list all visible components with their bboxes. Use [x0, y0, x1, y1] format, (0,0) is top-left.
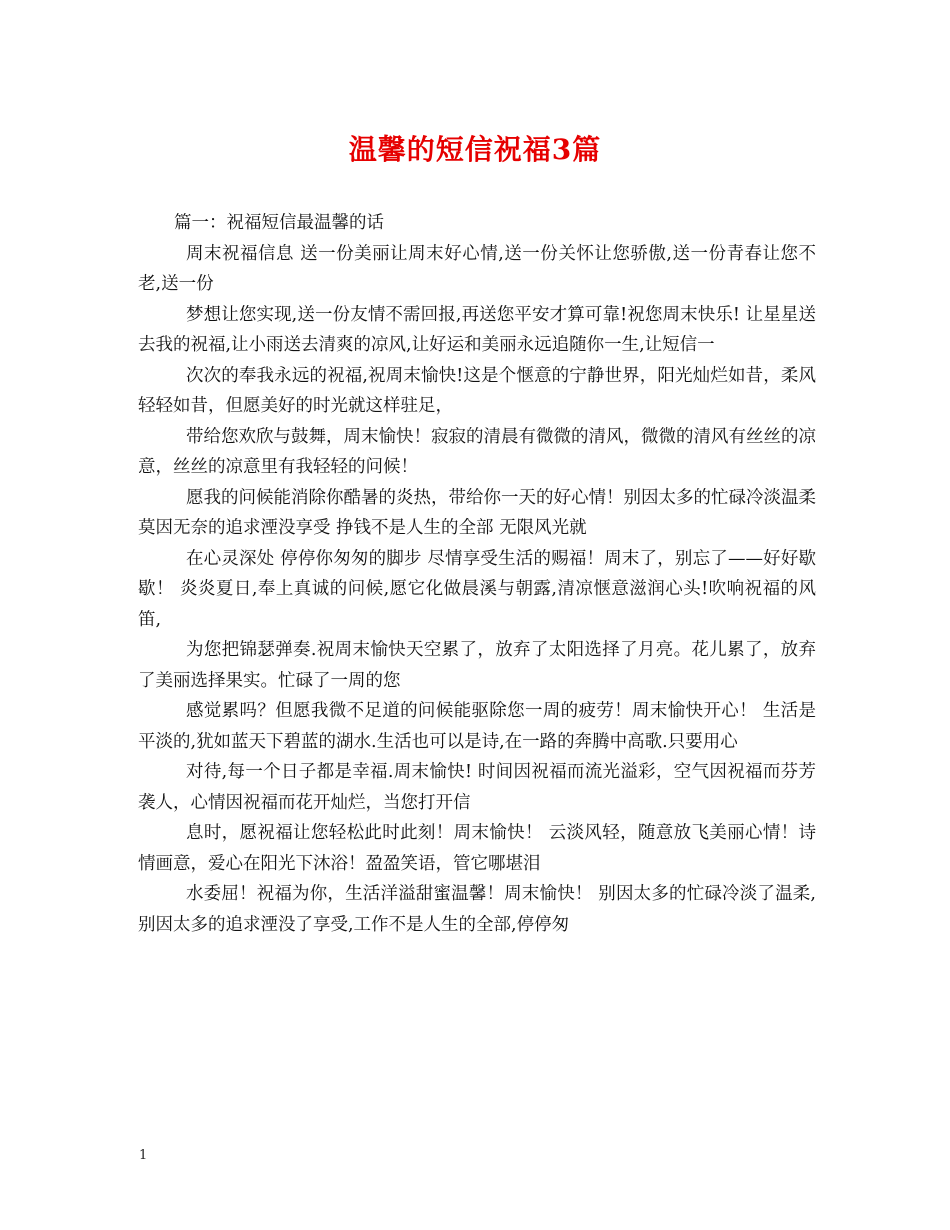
- paragraph: 带给您欢欣与鼓舞，周末愉快！寂寂的清晨有微微的清风，微微的清风有丝丝的凉意，丝丝的凉意里有我轻轻的问候！: [138, 426, 816, 477]
- page-number: 1: [139, 1148, 148, 1163]
- paragraph: 息时，愿祝福让您轻松此时此刻！周末愉快！ 云淡风轻，随意放飞美丽心情！诗情画意，爱心在阳光下沐浴！盈盈笑语，管它哪堪泪: [138, 823, 816, 874]
- document-body: [138, 208, 816, 940]
- paragraph: 次次的奉我永远的祝福,祝周末愉快!这是个惬意的宁静世界，阳光灿烂如昔，柔风轻轻如昔，但愿美好的时光就这样驻足，: [138, 365, 816, 416]
- section-heading: 篇一：祝福短信最温馨的话: [174, 213, 384, 233]
- paragraph: 对待,每一个日子都是幸福.周末愉快! 时间因祝福而流光溢彩，空气因祝福而芬芳袭人，心情因祝福而花开灿烂，当您打开信: [138, 762, 816, 813]
- paragraph: 梦想让您实现,送一份友情不需回报,再送您平安才算可靠!祝您周末快乐! 让星星送去我的祝福,让小雨送去清爽的凉风,让好运和美丽永远追随你一生,让短信一: [138, 304, 816, 355]
- document-title: 温馨的短信祝福3篇: [348, 133, 602, 166]
- paragraph: 为您把锦瑟弹奏.祝周末愉快天空累了，放弃了太阳选择了月亮。花儿累了，放弃了美丽选择果实。忙碌了一周的您: [138, 640, 816, 691]
- paragraph: 水委屈！祝福为你，生活洋溢甜蜜温馨！周末愉快！ 别因太多的忙碌冷淡了温柔,别因太多的追求湮没了享受,工作不是人生的全部,停停匆: [138, 884, 816, 935]
- paragraph: 在心灵深处 停停你匆匆的脚步 尽情享受生活的赐福！周末了，别忘了——好好歇歇！ 炎炎夏日,奉上真诚的问候,愿它化做晨溪与朝露,清凉惬意滋润心头!吹响祝福的风笛,: [138, 548, 816, 630]
- paragraph: 愿我的问候能消除你酷暑的炎热，带给你一天的好心情！别因太多的忙碌冷淡温柔 莫因无奈的追求湮没享受 挣钱不是人生的全部 无限风光就: [138, 487, 816, 538]
- paragraph: 感觉累吗？但愿我微不足道的问候能驱除您一周的疲劳！周末愉快开心！ 生活是平淡的,犹如蓝天下碧蓝的湖水.生活也可以是诗,在一路的奔腾中高歌.只要用心: [138, 701, 816, 752]
- paragraph: 周末祝福信息 送一份美丽让周末好心情,送一份关怀让您骄傲,送一份青春让您不老,送一份: [138, 243, 816, 294]
